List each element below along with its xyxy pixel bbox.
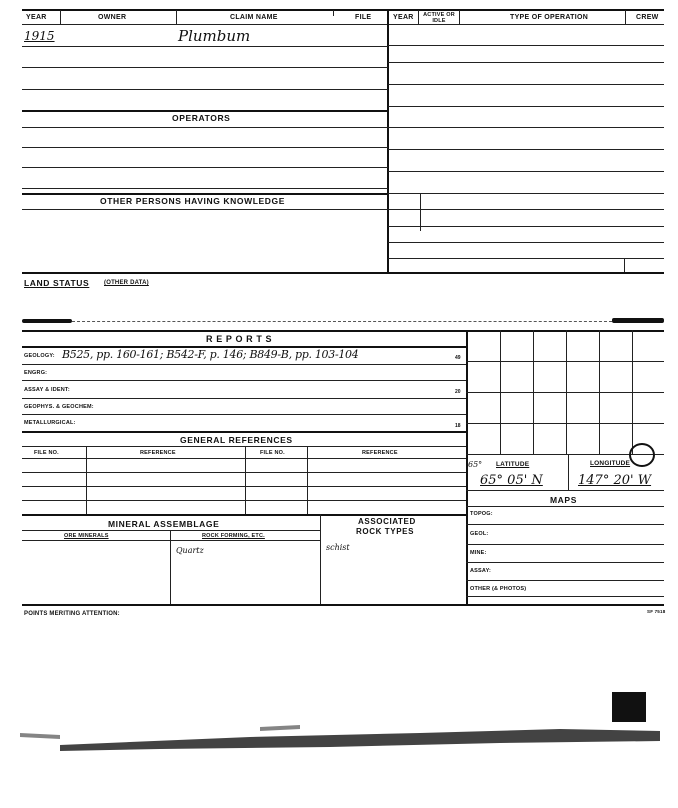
associated-title: ASSOCIATED bbox=[358, 517, 416, 526]
latitude-prefix: 65° bbox=[468, 460, 483, 469]
map-other: OTHER (& PHOTOS) bbox=[470, 586, 527, 592]
report-geology-num: 49 bbox=[455, 355, 461, 361]
points-meriting-attention: POINTS MERITING ATTENTION: bbox=[24, 611, 120, 617]
other-persons-heading: OTHER PERSONS HAVING KNOWLEDGE bbox=[100, 196, 286, 206]
gr-reference-2-header: REFERENCE bbox=[362, 450, 398, 456]
map-geol: GEOL: bbox=[470, 531, 489, 537]
reports-title: R E P O R T S bbox=[206, 334, 273, 344]
land-status-label: LAND STATUS bbox=[24, 278, 90, 288]
maps-title: MAPS bbox=[550, 495, 577, 505]
operators-heading: OPERATORS bbox=[172, 113, 231, 123]
report-assay-label: ASSAY & IDENT: bbox=[24, 387, 70, 393]
header-year: YEAR bbox=[26, 14, 47, 21]
report-geology-label: GEOLOGY: bbox=[24, 353, 55, 359]
report-metallurgical-label: METALLURGICAL: bbox=[24, 420, 76, 426]
header-active-idle: ACTIVE OR IDLE bbox=[423, 12, 455, 24]
rock-types-value: schist bbox=[326, 543, 350, 552]
rock-forming-header: ROCK FORMING, ETC. bbox=[202, 533, 265, 539]
report-metallurgical-num: 18 bbox=[455, 423, 461, 429]
header-crew: CREW bbox=[636, 14, 659, 21]
report-geology-value: B525, pp. 160-161; B542-F, p. 146; B849-B, pp. 103-104 bbox=[62, 348, 359, 361]
entry-claim-name: Plumbum bbox=[178, 27, 251, 45]
scan-smear bbox=[0, 715, 678, 765]
report-assay-num: 20 bbox=[455, 389, 461, 395]
map-topog: TOPOG: bbox=[470, 511, 493, 517]
header-owner: OWNER bbox=[98, 14, 127, 21]
latitude-value: 65° 05' N bbox=[480, 473, 543, 488]
longitude-label: LONGITUDE bbox=[590, 460, 631, 467]
header-claim-name: CLAIM NAME bbox=[230, 14, 278, 21]
ore-minerals-header: ORE MINERALS bbox=[64, 533, 109, 539]
rock-types-title: ROCK TYPES bbox=[356, 527, 415, 536]
report-engrg-label: ENGRG: bbox=[24, 370, 48, 376]
entry-year: 1915 bbox=[24, 29, 55, 43]
mineral-assemblage-title: MINERAL ASSEMBLAGE bbox=[108, 519, 220, 529]
longitude-value: 147° 20' W bbox=[578, 473, 652, 488]
gr-reference-header: REFERENCE bbox=[140, 450, 176, 456]
header-type-of-operation: TYPE OF OPERATION bbox=[510, 14, 589, 21]
latitude-label: LATITUDE bbox=[496, 461, 530, 468]
land-status-sub: (OTHER DATA) bbox=[104, 280, 149, 286]
general-references-title: GENERAL REFERENCES bbox=[180, 435, 293, 445]
header-file: FILE bbox=[355, 14, 372, 21]
gr-file-no-header: FILE NO. bbox=[34, 450, 59, 456]
form-number: SF 7518 bbox=[647, 609, 666, 614]
map-mine: MINE: bbox=[470, 550, 487, 556]
gr-file-no-2-header: FILE NO. bbox=[260, 450, 285, 456]
header-year-2: YEAR bbox=[393, 14, 414, 21]
rock-forming-value: Quartz bbox=[176, 546, 204, 555]
report-geophys-label: GEOPHYS. & GEOCHEM: bbox=[24, 404, 94, 410]
circled-mark bbox=[629, 443, 655, 467]
map-assay: ASSAY: bbox=[470, 568, 492, 574]
